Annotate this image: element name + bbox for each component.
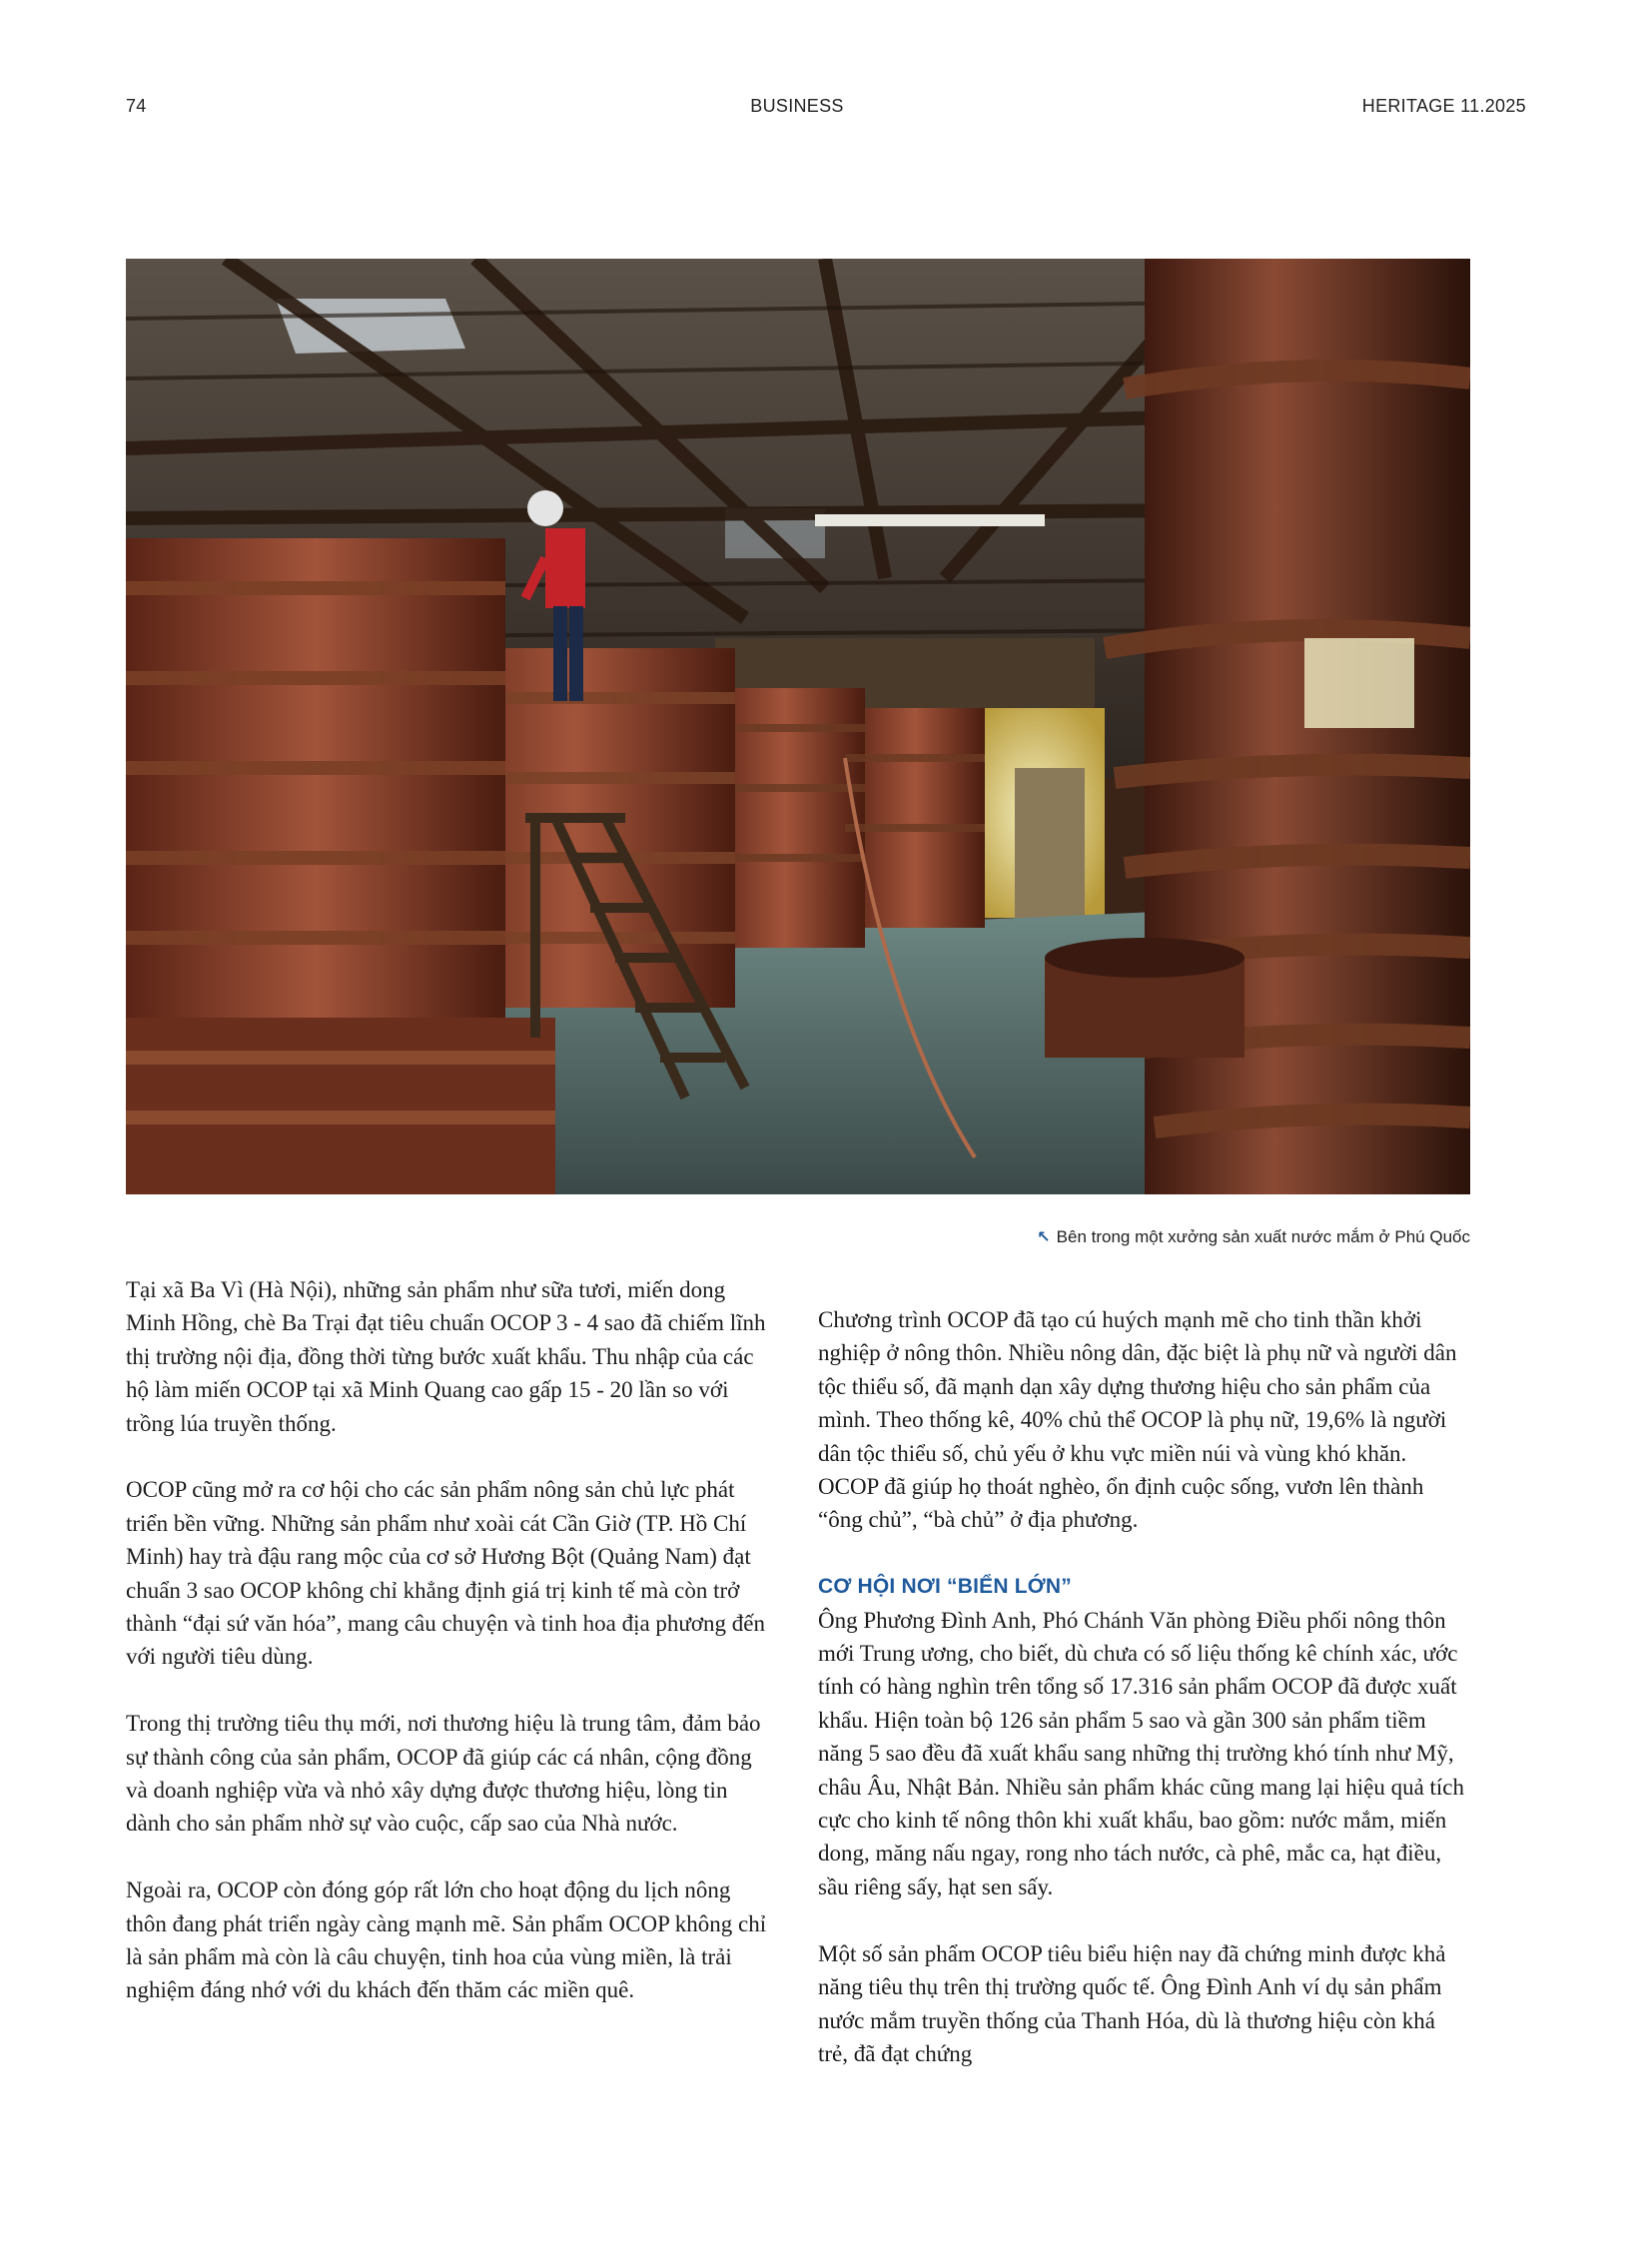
page-number: 74	[126, 96, 147, 116]
photo-caption	[1037, 1227, 1470, 1247]
left-paragraph-2: OCOP cũng mở ra cơ hội cho các sản phẩm nông sản chủ lực phát triển bền vững. Những sản phẩm như xoài cát Cần Giờ (TP. Hồ Chí Minh) hay trà đậu rang mộc của cơ sở Hương Bột (Quảng Nam) đạt chuẩn 3 sao OCOP không chỉ khẳng định giá trị kinh tế mà còn trở thành “đại sứ văn hóa”, mang câu chuyện và tinh hoa địa phương đến với người tiêu dùng.	[126, 1477, 766, 1670]
left-column	[126, 1273, 775, 2040]
right-paragraph-1: Chương trình OCOP đã tạo cú huých mạnh mẽ cho tinh thần khởi nghiệp ở nông thôn. Nhiều nông dân, đặc biệt là phụ nữ và người dân tộc thiểu số, đã mạnh dạn xây dựng thương hiệu cho sản phẩm của mình. Theo thống kê, 40% chủ thể OCOP là phụ nữ, 19,6% là người dân tộc thiểu số, chủ yếu ở khu vực miền núi và vùng khó khăn. OCOP đã giúp họ thoát nghèo, ổn định cuộc sống, vươn lên thành “ông chủ”, “bà chủ” ở địa phương.	[818, 1307, 1457, 1533]
left-paragraph-4: Ngoài ra, OCOP còn đóng góp rất lớn cho hoạt động du lịch nông thôn đang phát triển ngày càng mạnh mẽ. Sản phẩm OCOP không chỉ là sản phẩm mà còn là câu chuyện, tinh hoa của vùng miền, là trải nghiệm đáng nhớ với du khách đến thăm các miền quê.	[126, 1877, 767, 2003]
right-paragraph-3: Một số sản phẩm OCOP tiêu biểu hiện nay đã chứng minh được khả năng tiêu thụ trên thị trường quốc tế. Ông Đình Anh ví dụ sản phẩm nước mắm truyền thống của Thanh Hóa, dù là thương hiệu còn khá trẻ, đã đạt chứng	[818, 1940, 1446, 2066]
right-paragraph-2: Ông Phương Đình Anh, Phó Chánh Văn phòng Điều phối nông thôn mới Trung ương, cho biết, dù chưa có số liệu thống kê chính xác, ước tính có hàng nghìn trên tổng số 17.316 sản phẩm OCOP đã được xuất khẩu. Hiện toàn bộ 126 sản phẩm 5 sao và gần 300 sản phẩm tiềm năng 5 sao đều đã xuất khẩu sang những thị trường khó tính như Mỹ, châu Âu, Nhật Bản. Nhiều sản phẩm khác cũng mang lại hiệu quả tích cực cho kinh tế nông thôn khi xuất khẩu, bao gồm: nước mắm, miến dong, măng nấu ngay, rong nho tách nước, cà phê, mắc ca, hạt điều, sầu riêng sấy, hạt sen sấy.	[818, 1607, 1465, 1899]
left-paragraph-3: Trong thị trường tiêu thụ mới, nơi thương hiệu là trung tâm, đảm bảo sự thành công của sản phẩm, OCOP đã giúp các cá nhân, cộng đồng và doanh nghiệp vừa và nhỏ xây dựng được thương hiệu, lòng tin dành cho sản phẩm nhờ sự vào cuộc, cấp sao của Nhà nước.	[126, 1711, 761, 1837]
left-paragraph-1: Tại xã Ba Vì (Hà Nội), những sản phẩm như sữa tươi, miến dong Minh Hồng, chè Ba Trại đạt tiêu chuẩn OCOP 3 - 4 sao đã chiếm lĩnh thị trường nội địa, đồng thời từng bước xuất khẩu. Thu nhập của các hộ làm miến OCOP tại xã Minh Quang cao gấp 15 - 20 lần so với trồng lúa truyền thống.	[126, 1277, 766, 1436]
section-heading: CƠ HỘI NƠI “BIỂN LỚN”	[818, 1575, 1072, 1599]
arrow-up-left-icon: ↖	[1037, 1229, 1051, 1246]
right-column	[818, 1303, 1467, 2104]
fish-sauce-factory-photo	[126, 259, 1470, 1194]
issue-label: HERITAGE 11.2025	[1361, 96, 1526, 116]
section-name: BUSINESS	[750, 96, 844, 116]
photo-caption-text: Bên trong một xưởng sản xuất nước mắm ở Phú Quốc	[1056, 1227, 1470, 1246]
